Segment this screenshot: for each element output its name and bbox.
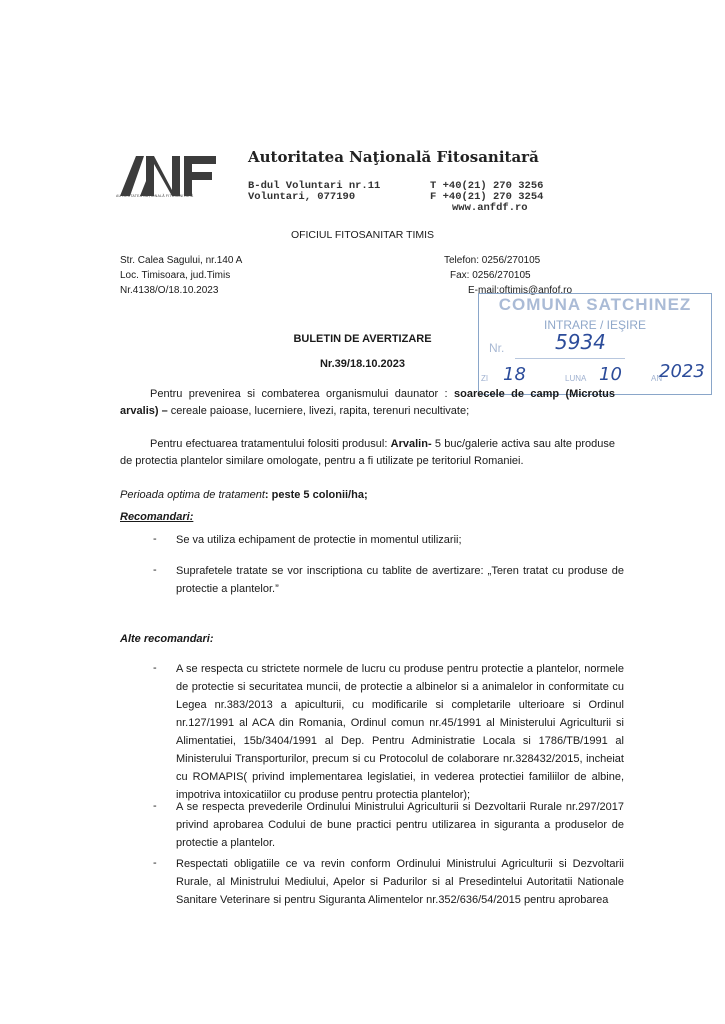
- anf-logo-graphic: [118, 152, 218, 198]
- bullet-marker: -: [153, 800, 157, 812]
- header-website: www.anfdf.ro: [452, 202, 528, 214]
- organization-name: Autoritatea Naţională Fitosanitară: [248, 148, 539, 166]
- optimal-period: [120, 487, 615, 504]
- stamp-month-value: 10: [599, 364, 622, 385]
- header-fax: F +40(21) 270 3254: [430, 191, 544, 203]
- stamp-year-value: 2023: [659, 361, 705, 382]
- other-recommendations-heading: Alte recomandari:: [120, 633, 214, 645]
- paragraph-target-pest: [120, 386, 615, 420]
- other-recommendation-item: Respectati obligatiile ce va revin conform Ordinului Ministrului Agriculturii si Dezvoltarii Rurale, al Ministrului Mediului, Apelor si Padurilor si al Presedintelui Autoritatii Nationale Sanitare Veterinare si pentru Siguranta Alimentelor nr.352/636/54/2015 pentru aprobarea: [176, 858, 624, 906]
- paragraph-target-pest-crops: cereale paioase, lucerniere, livezi, rapita, terenuri necultivate;: [170, 405, 470, 417]
- stamp-line-2: INTRARE / IEŞIRE: [543, 318, 647, 332]
- stamp-an-label: AN: [651, 374, 663, 383]
- recommendations-heading: Recomandari:: [120, 511, 194, 523]
- bulletin-title: BULETIN DE AVERTIZARE: [293, 333, 432, 345]
- other-recommendation-item: A se respecta cu strictete normele de lucru cu produse pentru protectie a plantelor, normele de protectie si securitatea muncii, de protectie a albinelor si a animalelor in conformitate cu Legea nr.383/2013 a apiculturii, cu modificarile si completarile ulterioare si Ordinul nr.127/1991 al ACA din Romania, Ordinul comun nr.45/1991 al Ministerului Agriculturii si Alimentatiei, 15b/3404/1991 al Dep. Pentru Administratie Locala si 1786/TB/1991 al Ministerului Transporturilor, precum si cu Protocolul de colaborare nr.328432/2015, incheiat cu ROMAPIS( privind implementarea legislatiei, in vederea protectiei familiilor de albine, impotriva intoxicatiilor cu produse pentru protectia plantelor);: [176, 663, 624, 801]
- logo-tagline: AUTORITATEA NAȚIONALĂ FITOSANITARĂ: [116, 194, 194, 198]
- recommendation-item: Suprafetele tratate se vor inscriptiona cu tablite de avertizare: „Teren tratat cu produse de protectie a plantelor.”: [176, 565, 624, 595]
- paragraph-target-pest-text: Pentru prevenirea si combaterea organismului daunator :: [150, 388, 454, 400]
- stamp-luna-label: LUNA: [565, 374, 587, 383]
- bullet-marker: -: [153, 662, 157, 674]
- office-phone: Telefon: 0256/270105: [444, 255, 541, 266]
- header-phone: T +40(21) 270 3256: [430, 180, 544, 192]
- stamp-zi-label: ZI: [481, 374, 489, 383]
- office-email: E-mail:oftimis@anfof.ro: [468, 285, 573, 296]
- address-line-2: Voluntari, 077190: [248, 191, 356, 203]
- stamp-nr-value: 5934: [555, 330, 606, 354]
- stamp-day-value: 18: [503, 364, 526, 385]
- bullet-marker: -: [153, 533, 157, 545]
- stamp-nr-label: Nr.: [489, 341, 505, 355]
- address-line-1: B-dul Voluntari nr.11: [248, 180, 381, 192]
- office-locality: Loc. Timisoara, jud.Timis: [120, 270, 231, 281]
- paragraph-treatment-text: Pentru efectuarea tratamentului folositi produsul:: [150, 438, 391, 450]
- registration-number: Nr.4138/O/18.10.2023: [120, 285, 219, 296]
- recommendation-item: Se va utiliza echipament de protectie in momentul utilizarii;: [176, 534, 462, 546]
- optimal-period-value: : peste 5 colonii/ha;: [264, 489, 368, 501]
- office-fax: Fax: 0256/270105: [450, 270, 531, 281]
- stamp-line-1: COMUNA SATCHINEZ: [498, 295, 692, 314]
- paragraph-treatment-rest: 5 buc/galerie activa sau alte produse de protectia plantelor similare omologate, pentru a fi utilizate pe teritoriul Romaniei.: [120, 438, 615, 467]
- optimal-period-label: Perioada optima de tratament: [120, 489, 265, 501]
- office-street: Str. Calea Sagului, nr.140 A: [120, 255, 243, 266]
- bulletin-number: Nr.39/18.10.2023: [319, 358, 406, 370]
- product-name: Arvalin-: [390, 438, 435, 450]
- pest-name: soarecele de camp (Microtus arvalis) –: [120, 388, 616, 417]
- office-name: OFICIUL FITOSANITAR TIMIS: [290, 229, 435, 241]
- other-recommendation-item: A se respecta prevederile Ordinului Ministrului Agriculturii si Dezvoltarii Rurale nr.297/2017 privind aprobarea Codului de bune practici pentru utilizarea in siguranta a produselor de protectie a plantelor.: [176, 801, 624, 849]
- bullet-marker: -: [153, 857, 157, 869]
- paragraph-treatment-product: [120, 436, 615, 470]
- bullet-marker: -: [153, 564, 157, 576]
